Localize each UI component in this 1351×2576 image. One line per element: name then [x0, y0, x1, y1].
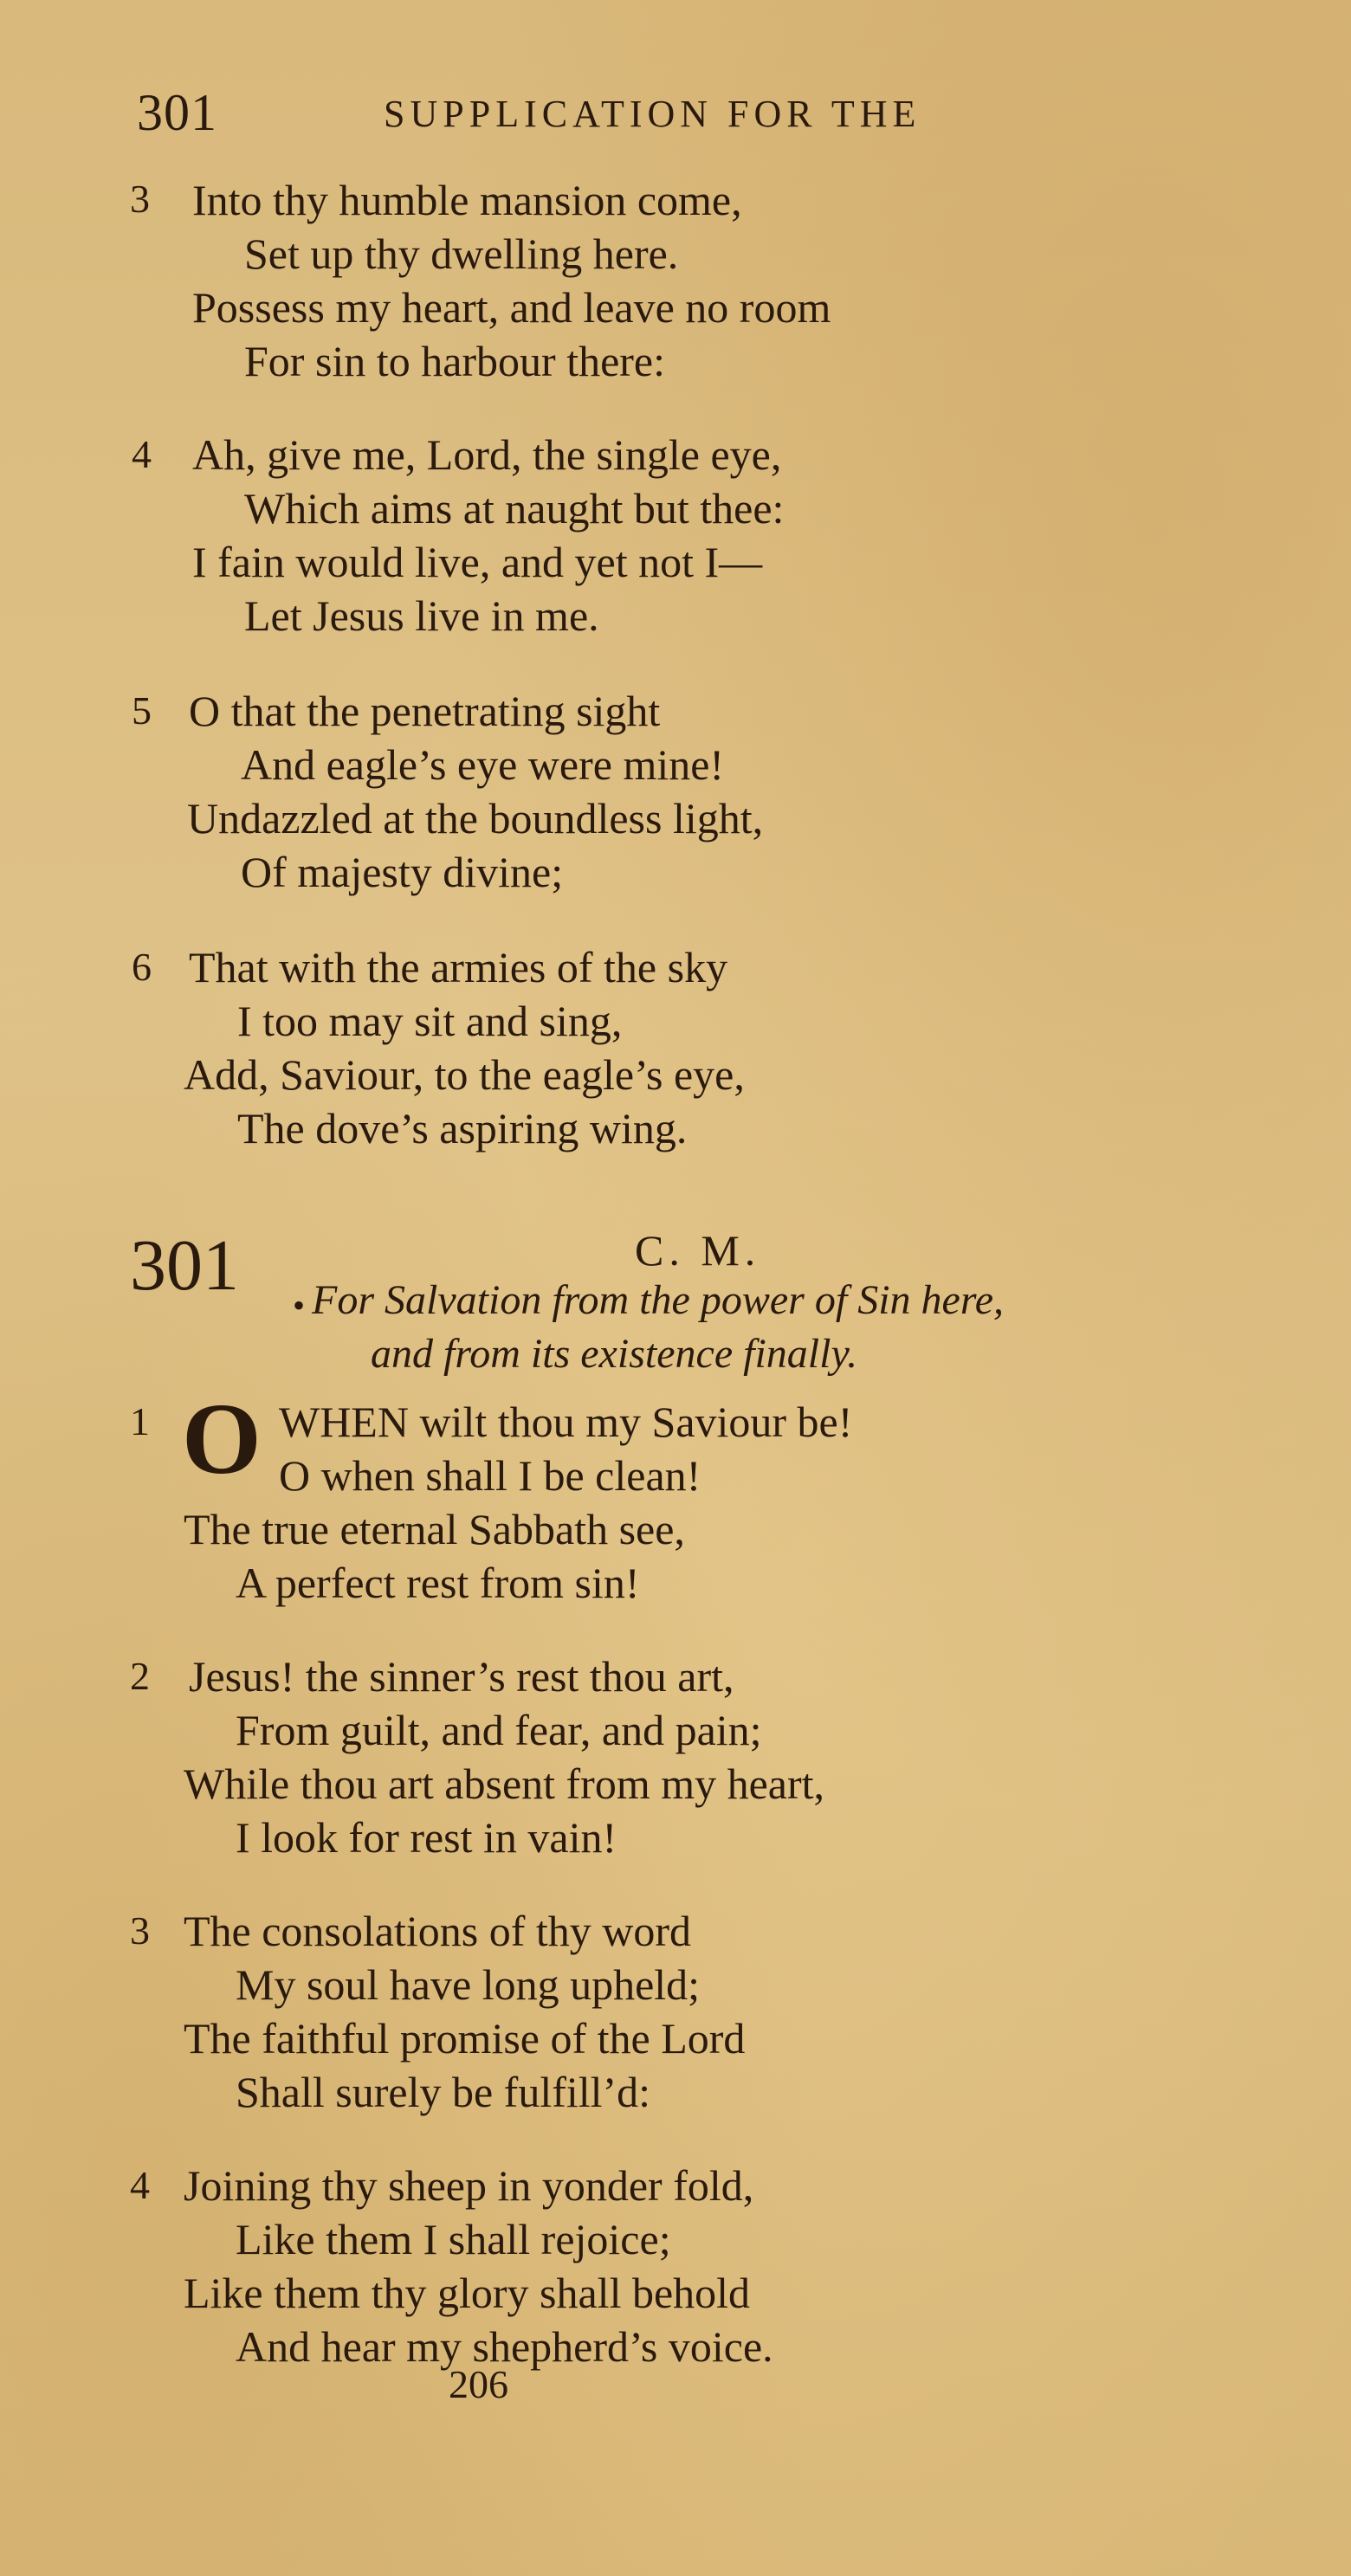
verse-line: Joining thy sheep in yonder fold, — [184, 2161, 754, 2210]
verse-line: Which aims at naught but thee: — [244, 484, 785, 533]
verse-line: Add, Saviour, to the eagle’s eye, — [184, 1050, 745, 1099]
verse-line: Set up thy dwelling here. — [244, 229, 679, 278]
verse-line: While thou art absent from my heart, — [184, 1759, 825, 1808]
verse-number: 4 — [132, 432, 152, 476]
hymn-number-dot: • — [293, 1286, 306, 1325]
verse-line: And hear my shepherd’s voice. — [236, 2322, 773, 2371]
verse-line: Of majesty divine; — [241, 848, 564, 896]
verse-line: That with the armies of the sky — [189, 943, 728, 991]
verse-line: I fain would live, and yet not I— — [192, 538, 763, 586]
verse-line: Like them thy glory shall behold — [184, 2269, 751, 2317]
verse-line: Jesus! the sinner’s rest thou art, — [189, 1652, 734, 1701]
verse-line: O that the penetrating sight — [189, 687, 661, 735]
folio-number: 206 — [449, 2362, 508, 2406]
verse-line: From guilt, and fear, and pain; — [236, 1706, 762, 1754]
verse-line: The dove’s aspiring wing. — [237, 1104, 688, 1152]
verse-line: Into thy humble mansion come, — [192, 176, 742, 224]
hymn-subtitle-line-1: For Salvation from the power of Sin here, — [312, 1277, 1005, 1323]
verse-number: 2 — [130, 1654, 150, 1698]
hymn-metre: C. M. — [635, 1226, 761, 1275]
verse-line: I look for rest in vain! — [236, 1813, 617, 1862]
running-title: SUPPLICATION FOR THE — [384, 93, 921, 135]
header-page-number: 301 — [137, 84, 217, 141]
verse-number: 3 — [130, 177, 150, 221]
verse-line: O when shall I be clean! — [279, 1451, 701, 1500]
hymn-number: 301 — [130, 1225, 239, 1306]
hymn-subtitle-line-2: and from its existence finally. — [371, 1331, 858, 1377]
drop-cap: O — [182, 1382, 262, 1495]
verse-line: Undazzled at the boundless light, — [187, 794, 764, 843]
verse-number: 4 — [130, 2163, 150, 2207]
verse-line: For sin to harbour there: — [244, 337, 666, 385]
verse-line: The true eternal Sabbath see, — [184, 1505, 685, 1553]
verse-number: 1 — [130, 1399, 150, 1443]
verse-line: And eagle’s eye were mine! — [241, 740, 725, 789]
verse-line: Like them I shall rejoice; — [236, 2215, 671, 2263]
verse-number: 3 — [130, 1908, 150, 1953]
verse-line: A perfect rest from sin! — [236, 1559, 640, 1607]
verse-number: 5 — [132, 688, 152, 733]
verse-line: Shall surely be fulfill’d: — [236, 2068, 651, 2116]
running-header — [137, 83, 1107, 152]
verse-line: Ah, give me, Lord, the single eye, — [192, 430, 782, 479]
verse-line: I too may sit and sing, — [237, 997, 623, 1045]
verse-line: Let Jesus live in me. — [244, 591, 599, 640]
verse-line: WHEN wilt thou my Saviour be! — [279, 1398, 853, 1446]
verse-line: The consolations of thy word — [184, 1907, 692, 1955]
verse-line: Possess my heart, and leave no room — [192, 283, 831, 332]
verse-line: My soul have long upheld; — [236, 1960, 701, 2009]
verse-line: The faithful promise of the Lord — [184, 2014, 746, 2063]
verse-number: 6 — [132, 945, 152, 989]
